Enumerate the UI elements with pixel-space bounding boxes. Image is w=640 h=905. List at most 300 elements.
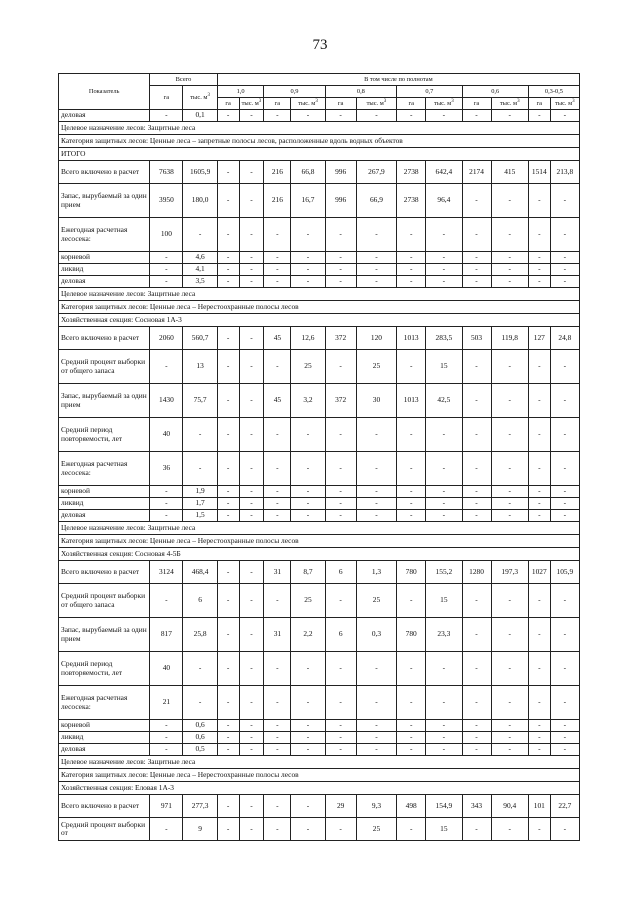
table-cell: - [550, 184, 579, 218]
row-label: Средний период повторяемости, лет [59, 652, 150, 686]
table-cell: 415 [491, 161, 528, 184]
table-cell: - [397, 276, 426, 288]
header-density-ha: га [397, 98, 426, 110]
page-number: 73 [312, 37, 328, 53]
table-cell: - [264, 795, 291, 818]
table-cell: - [217, 276, 239, 288]
table-cell: - [239, 686, 264, 720]
section-header-row [59, 314, 580, 327]
table-cell: - [462, 720, 491, 732]
table-cell: - [264, 110, 291, 122]
table-cell: - [291, 110, 325, 122]
table-cell: 9,3 [356, 795, 396, 818]
table-cell: - [397, 498, 426, 510]
table-cell: - [426, 276, 462, 288]
table-cell: - [550, 350, 579, 384]
header-unit-sup: 3 [572, 98, 575, 104]
table-cell: 6 [325, 561, 356, 584]
table-cell: 1,7 [183, 498, 217, 510]
table-cell: - [397, 744, 426, 756]
row-label: деловая [59, 744, 150, 756]
table-cell: 1430 [150, 384, 183, 418]
table-cell: 996 [325, 184, 356, 218]
table-cell: - [150, 110, 183, 122]
table-row [59, 327, 580, 350]
table-cell: - [325, 276, 356, 288]
section-header-text: Категория защитных лесов: Ценные леса – Нерестоохранные полосы лесов [59, 301, 580, 314]
table-cell: - [426, 452, 462, 486]
row-label: Средний период повторяемости, лет [59, 418, 150, 452]
table-cell: - [239, 618, 264, 652]
table-cell: 7638 [150, 161, 183, 184]
table-row [59, 418, 580, 452]
table-cell: - [239, 264, 264, 276]
table-cell: 213,8 [550, 161, 579, 184]
header-density-ha: га [264, 98, 291, 110]
row-label: деловая [59, 276, 150, 288]
header-density-volume [291, 98, 325, 110]
table-cell: - [264, 510, 291, 522]
header-density-5: 0,6 [462, 86, 528, 98]
table-cell: 0,3 [356, 618, 396, 652]
table-cell: - [150, 818, 183, 841]
table-cell: - [217, 452, 239, 486]
table-cell: - [217, 350, 239, 384]
table-cell: - [528, 110, 550, 122]
table-row [59, 584, 580, 618]
table-cell: - [426, 510, 462, 522]
row-label: Ежегодная расчетная лесосека: [59, 452, 150, 486]
table-cell: 23,3 [426, 618, 462, 652]
table-cell: - [491, 652, 528, 686]
table-cell: - [462, 618, 491, 652]
table-cell: 4,6 [183, 252, 217, 264]
table-cell: - [325, 350, 356, 384]
table-cell: - [491, 498, 528, 510]
table-cell: - [426, 264, 462, 276]
table-cell: - [550, 618, 579, 652]
section-header-row [59, 769, 580, 782]
table-cell: - [356, 720, 396, 732]
table-row [59, 652, 580, 686]
table-cell: 8,7 [291, 561, 325, 584]
table-cell: - [397, 732, 426, 744]
table-cell: - [462, 184, 491, 218]
table-row [59, 384, 580, 418]
table-cell: 90,4 [491, 795, 528, 818]
table-cell: - [462, 384, 491, 418]
table-cell: - [550, 686, 579, 720]
table-cell: 66,8 [291, 161, 325, 184]
table-cell: - [462, 584, 491, 618]
table-row [59, 795, 580, 818]
table-cell: - [325, 452, 356, 486]
table-cell: 12,6 [291, 327, 325, 350]
header-density-volume [426, 98, 462, 110]
table-cell: - [217, 686, 239, 720]
table-cell: 1605,9 [183, 161, 217, 184]
header-unit-label: тыс. м [434, 99, 452, 107]
table-cell: - [325, 818, 356, 841]
table-cell: 1514 [528, 161, 550, 184]
header-density-ha: га [325, 98, 356, 110]
table-cell: - [528, 618, 550, 652]
table-cell: 3124 [150, 561, 183, 584]
table-cell: 1280 [462, 561, 491, 584]
table-cell: - [426, 218, 462, 252]
section-header-row [59, 122, 580, 135]
table-cell: 971 [150, 795, 183, 818]
table-cell: 120 [356, 327, 396, 350]
table-cell: - [550, 452, 579, 486]
table-cell: - [150, 510, 183, 522]
table-cell: 0,1 [183, 110, 217, 122]
table-cell: - [217, 486, 239, 498]
table-row [59, 744, 580, 756]
table-cell: - [264, 686, 291, 720]
table-cell: - [217, 561, 239, 584]
table-cell: 40 [150, 418, 183, 452]
table-cell: 498 [397, 795, 426, 818]
table-cell: - [550, 384, 579, 418]
table-cell: - [356, 486, 396, 498]
table-cell: - [239, 161, 264, 184]
table-cell: - [491, 276, 528, 288]
table-cell: - [491, 218, 528, 252]
table-cell: - [150, 720, 183, 732]
table-body [59, 110, 580, 841]
table-cell: 155,2 [426, 561, 462, 584]
table-cell: - [528, 218, 550, 252]
table-cell: - [397, 652, 426, 686]
table-cell: - [426, 486, 462, 498]
table-cell: - [239, 218, 264, 252]
row-label: ликвид [59, 264, 150, 276]
table-cell: - [264, 744, 291, 756]
table-cell: - [528, 652, 550, 686]
table-cell: 996 [325, 161, 356, 184]
table-cell: - [462, 732, 491, 744]
table-row [59, 686, 580, 720]
table-cell: - [462, 110, 491, 122]
header-density-2: 0,9 [264, 86, 325, 98]
table-cell: - [528, 732, 550, 744]
table-cell: - [325, 584, 356, 618]
table-cell: - [491, 384, 528, 418]
table-cell: 0,6 [183, 720, 217, 732]
table-row [59, 276, 580, 288]
table-cell: - [264, 350, 291, 384]
table-cell: - [217, 110, 239, 122]
table-row [59, 218, 580, 252]
table-cell: - [397, 686, 426, 720]
table-cell: - [528, 264, 550, 276]
section-header-text: Хозяйственная секция: Сосновая 4-5Б [59, 548, 580, 561]
table-cell: 15 [426, 350, 462, 384]
table-cell: - [397, 452, 426, 486]
table-cell: - [264, 418, 291, 452]
table-cell: - [491, 110, 528, 122]
table-cell: - [491, 350, 528, 384]
table-cell: - [291, 486, 325, 498]
table-cell: - [491, 510, 528, 522]
table-cell: - [239, 510, 264, 522]
table-cell: 0,6 [183, 732, 217, 744]
table-cell: - [239, 184, 264, 218]
table-cell: - [528, 350, 550, 384]
table-cell: 1,9 [183, 486, 217, 498]
table-cell: - [528, 384, 550, 418]
table-cell: 503 [462, 327, 491, 350]
header-unit-sup: 3 [383, 98, 387, 104]
table-cell: - [264, 486, 291, 498]
table-cell: 372 [325, 384, 356, 418]
table-cell: 560,7 [183, 327, 217, 350]
header-density-3: 0,8 [325, 86, 397, 98]
table-cell: 25 [356, 350, 396, 384]
table-cell: - [239, 561, 264, 584]
section-header-row [59, 548, 580, 561]
table-cell: - [491, 184, 528, 218]
header-density-ha: га [528, 98, 550, 110]
section-header-row [59, 756, 580, 769]
table-cell: - [291, 276, 325, 288]
table-cell: - [291, 218, 325, 252]
table-cell: - [528, 744, 550, 756]
table-cell: - [491, 732, 528, 744]
row-label: Запас, вырубаемый за один прием [59, 618, 150, 652]
table-cell: - [150, 584, 183, 618]
table-cell: - [217, 498, 239, 510]
table-cell: - [217, 720, 239, 732]
table-cell: 817 [150, 618, 183, 652]
table-cell: - [264, 498, 291, 510]
header-density-6: 0,3-0,5 [528, 86, 579, 98]
table-cell: - [291, 795, 325, 818]
table-cell: - [291, 498, 325, 510]
table-cell: - [264, 452, 291, 486]
table-cell: 40 [150, 652, 183, 686]
table-cell: - [150, 276, 183, 288]
table-cell: - [491, 744, 528, 756]
table-cell: 127 [528, 327, 550, 350]
section-header-row [59, 148, 580, 161]
table-cell: - [356, 498, 396, 510]
table-cell: - [426, 110, 462, 122]
table-cell: 101 [528, 795, 550, 818]
row-label: ликвид [59, 732, 150, 744]
table-cell: 66,9 [356, 184, 396, 218]
header-indicator: Показатель [59, 74, 150, 110]
table-cell: - [217, 510, 239, 522]
section-header-text: ИТОГО [59, 148, 580, 161]
table-cell: - [264, 264, 291, 276]
table-cell: - [217, 795, 239, 818]
table-cell: - [550, 744, 579, 756]
table-cell: 642,4 [426, 161, 462, 184]
table-cell: - [528, 452, 550, 486]
table-cell: 343 [462, 795, 491, 818]
table-row [59, 350, 580, 384]
row-label: Средний процент выборки от общего запаса [59, 350, 150, 384]
row-label: корневой [59, 486, 150, 498]
table-cell: - [239, 744, 264, 756]
table-cell: - [325, 498, 356, 510]
table-cell: - [550, 584, 579, 618]
table-cell: - [150, 264, 183, 276]
table-cell: 3950 [150, 184, 183, 218]
table-cell: 1013 [397, 327, 426, 350]
table-cell: - [239, 652, 264, 686]
table-cell: - [550, 252, 579, 264]
header-unit-label: тыс. м [298, 99, 316, 107]
table-cell: - [550, 276, 579, 288]
table-cell: 283,5 [426, 327, 462, 350]
table-cell: 0,5 [183, 744, 217, 756]
table-cell: 45 [264, 384, 291, 418]
table-cell: - [239, 732, 264, 744]
table-row [59, 486, 580, 498]
section-header-text: Хозяйственная секция: Сосновая 1А-3 [59, 314, 580, 327]
table-cell: - [397, 720, 426, 732]
table-cell: - [528, 276, 550, 288]
table-cell: - [217, 218, 239, 252]
table-cell: - [150, 744, 183, 756]
table-cell: 277,3 [183, 795, 217, 818]
table-cell: - [462, 818, 491, 841]
table-cell: - [264, 720, 291, 732]
table-cell: 6 [325, 618, 356, 652]
table-row [59, 452, 580, 486]
table-cell: - [462, 218, 491, 252]
table-cell: - [291, 720, 325, 732]
table-cell: - [528, 498, 550, 510]
table-cell: - [426, 498, 462, 510]
table-cell: - [291, 652, 325, 686]
table-cell: 119,8 [491, 327, 528, 350]
table-cell: - [217, 652, 239, 686]
table-cell: - [426, 720, 462, 732]
header-unit-label: тыс. м [190, 93, 208, 101]
section-header-row [59, 782, 580, 795]
table-cell: - [150, 732, 183, 744]
section-header-text: Категория защитных лесов: Ценные леса – Нерестоохранные полосы лесов [59, 535, 580, 548]
table-cell: - [356, 652, 396, 686]
header-density-volume [239, 98, 264, 110]
table-cell: 4,1 [183, 264, 217, 276]
table-cell: 1,3 [356, 561, 396, 584]
table-cell: - [217, 384, 239, 418]
table-cell: - [291, 264, 325, 276]
table-cell: - [217, 584, 239, 618]
table-cell: - [150, 252, 183, 264]
table-cell: - [356, 686, 396, 720]
header-total-volume [183, 86, 217, 110]
row-label: Запас, вырубаемый за один прием [59, 384, 150, 418]
table-row [59, 252, 580, 264]
table-cell: - [239, 327, 264, 350]
table-cell: - [183, 418, 217, 452]
table-cell: 180,0 [183, 184, 217, 218]
table-cell: 13 [183, 350, 217, 384]
table-cell: - [264, 818, 291, 841]
table-cell: - [491, 686, 528, 720]
table-cell: 24,8 [550, 327, 579, 350]
table-cell: - [291, 510, 325, 522]
table-cell: 372 [325, 327, 356, 350]
table-cell: - [239, 384, 264, 418]
table-cell: - [397, 350, 426, 384]
table-cell: - [491, 618, 528, 652]
table-cell: - [462, 686, 491, 720]
table-cell: 36 [150, 452, 183, 486]
table-cell: - [550, 818, 579, 841]
header-total: Всего [150, 74, 217, 86]
table-cell: - [426, 732, 462, 744]
header-unit-sup: 3 [258, 98, 262, 104]
table-cell: 25,8 [183, 618, 217, 652]
table-cell: - [426, 686, 462, 720]
table-cell: - [550, 732, 579, 744]
table-cell: - [550, 498, 579, 510]
table-cell: 31 [264, 561, 291, 584]
table-cell: 2060 [150, 327, 183, 350]
header-unit-sup: 3 [517, 98, 520, 104]
header-density-volume [550, 98, 579, 110]
table-cell: - [217, 264, 239, 276]
table-cell: - [325, 686, 356, 720]
table-cell: - [264, 584, 291, 618]
table-row [59, 498, 580, 510]
row-label: Ежегодная расчетная лесосека: [59, 686, 150, 720]
table-cell: - [426, 252, 462, 264]
table-cell: - [462, 452, 491, 486]
table-cell: - [239, 720, 264, 732]
table-cell: - [550, 652, 579, 686]
table-cell: - [264, 276, 291, 288]
table-cell: - [528, 418, 550, 452]
table-cell: - [239, 584, 264, 618]
table-cell: - [397, 264, 426, 276]
table-cell: 25 [356, 818, 396, 841]
table-cell: 16,7 [291, 184, 325, 218]
section-header-row [59, 522, 580, 535]
table-row [59, 818, 580, 841]
table-cell: 197,3 [491, 561, 528, 584]
table-cell: - [550, 110, 579, 122]
table-cell: - [462, 350, 491, 384]
table-cell: 25 [356, 584, 396, 618]
table-cell: - [183, 218, 217, 252]
header-unit-sup: 3 [451, 98, 454, 104]
table-cell: 21 [150, 686, 183, 720]
allowable-cut-table-container [58, 73, 580, 841]
table-cell: - [264, 652, 291, 686]
table-cell: 468,4 [183, 561, 217, 584]
table-cell: - [528, 510, 550, 522]
table-cell: - [491, 584, 528, 618]
row-label: Всего включено в расчет [59, 327, 150, 350]
row-label: Средний процент выборки от [59, 818, 150, 841]
table-cell: - [150, 498, 183, 510]
table-cell: 3,5 [183, 276, 217, 288]
table-cell: 9 [183, 818, 217, 841]
row-label: корневой [59, 252, 150, 264]
table-cell: - [356, 510, 396, 522]
table-cell: - [325, 218, 356, 252]
section-header-row [59, 535, 580, 548]
allowable-cut-table [58, 73, 580, 841]
